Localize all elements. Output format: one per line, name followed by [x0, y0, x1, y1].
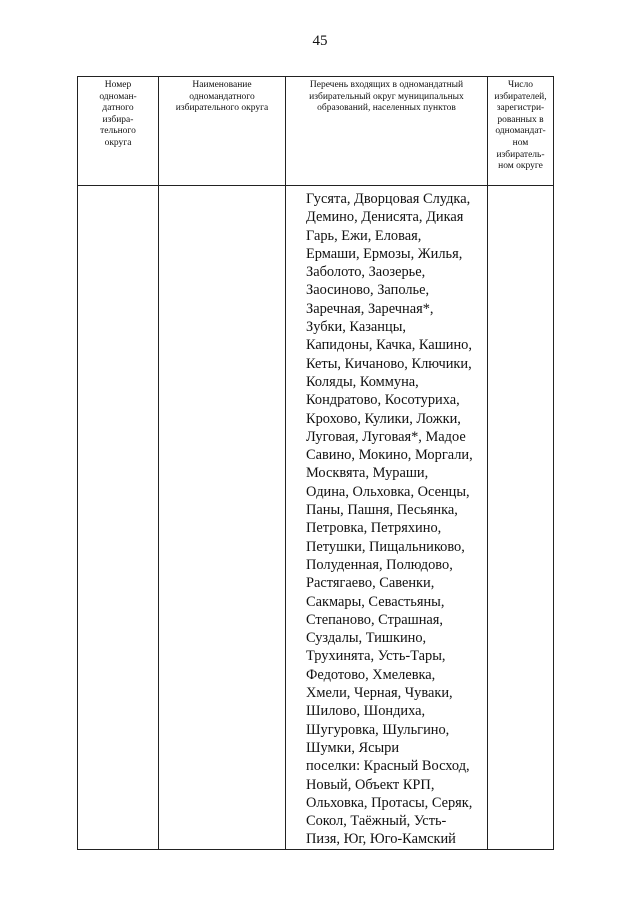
text-line: Паны, Пашня, Песьянка, [306, 502, 458, 519]
cell-district-name [159, 186, 286, 850]
text-line: ном [512, 137, 529, 148]
header-places-list [286, 77, 488, 186]
text-line: Сокол, Таёжный, Усть- [306, 813, 447, 830]
text-line: Ермаши, Ермозы, Жилья, [306, 245, 463, 262]
text-line: Число [508, 80, 533, 90]
text-line: Новый, Объект КРП, [306, 776, 435, 793]
text-line: Крохово, Кулики, Ложки, [306, 410, 461, 427]
text-line: Гусята, Дворцовая Слудка, [306, 191, 471, 207]
table-header-row [78, 77, 554, 186]
text-line: Номер [104, 80, 132, 90]
places-list [286, 186, 487, 849]
text-line: Наименование [192, 80, 252, 90]
text-line: Полуденная, Полюдово, [306, 556, 453, 573]
text-line: образований, населенных пунктов [317, 103, 456, 114]
text-line: избиратель- [496, 149, 545, 160]
text-line: Демино, Денисята, Дикая [306, 209, 464, 226]
text-line: Ольховка, Протасы, Серяк, [306, 794, 473, 811]
cell-places-list [286, 186, 488, 850]
header-district-number [78, 77, 159, 186]
text-line: избирательного округа [175, 103, 269, 114]
text-line: Гарь, Ежи, Еловая, [306, 227, 422, 244]
text-line: Заосиново, Заполье, [306, 282, 430, 299]
cell-district-number [78, 186, 159, 850]
text-line: одноман- [99, 91, 137, 102]
text-line: рованных в [497, 114, 544, 125]
text-line: поселки: Красный Восход, [306, 758, 470, 775]
cell-voters-count [488, 186, 554, 850]
text-line: Трухинята, Усть-Тары, [306, 648, 446, 665]
text-line: Сакмары, Севастьяны, [306, 593, 445, 610]
text-line: Москвята, Мураши, [306, 465, 429, 482]
text-line: Одина, Ольховка, Осенцы, [306, 483, 470, 500]
page-number: 45 [312, 33, 328, 49]
text-line: Кеты, Кичаново, Ключики, [306, 355, 472, 372]
header-district-name [159, 77, 286, 186]
text-line: Суздалы, Тишкино, [306, 630, 427, 647]
text-line: Шугуровка, Шульгино, [306, 721, 450, 738]
text-line: Коляды, Коммуна, [306, 373, 419, 390]
districts-table [77, 76, 554, 850]
text-line: Перечень входящих в одномандатный [309, 80, 464, 90]
text-line: Капидоны, Качка, Кашино, [306, 337, 472, 354]
text-line: ном округе [498, 161, 543, 172]
text-line: Заречная, Заречная*, [306, 300, 434, 317]
text-line: одномандат- [495, 126, 546, 137]
text-line: Шилово, Шондиха, [306, 703, 426, 720]
text-line: Федотово, Хмелевка, [306, 666, 436, 683]
text-line: избирателей, [494, 91, 547, 102]
text-line: избирательный округ муниципальных [309, 91, 464, 102]
text-line: Кондратово, Косотуриха, [306, 392, 460, 409]
text-line: Шумки, Ясыри [306, 739, 400, 756]
text-line: Пизя, Юг, Юго-Камский [306, 831, 456, 848]
text-line: датного [102, 103, 134, 114]
text-line: Зубки, Казанцы, [306, 319, 406, 336]
text-line: Хмели, Черная, Чуваки, [306, 685, 453, 702]
text-line: избира- [102, 114, 134, 125]
text-line: одномандатного [189, 91, 255, 102]
text-line: округа [104, 137, 132, 148]
text-line: зарегистри- [496, 103, 545, 114]
text-line: тельного [100, 126, 136, 137]
text-line: Петушки, Пищальниково, [306, 538, 465, 555]
text-line: Растягаево, Савенки, [306, 575, 435, 592]
text-line: Степаново, Страшная, [306, 611, 443, 628]
text-line: Луговая, Луговая*, Мадое [306, 428, 466, 445]
text-line: Петровка, Петряхино, [306, 520, 442, 537]
table-row [78, 186, 554, 850]
text-line: Савино, Мокино, Моргали, [306, 447, 473, 464]
header-voters-count [488, 77, 554, 186]
text-line: Заболото, Заозерье, [306, 264, 426, 281]
